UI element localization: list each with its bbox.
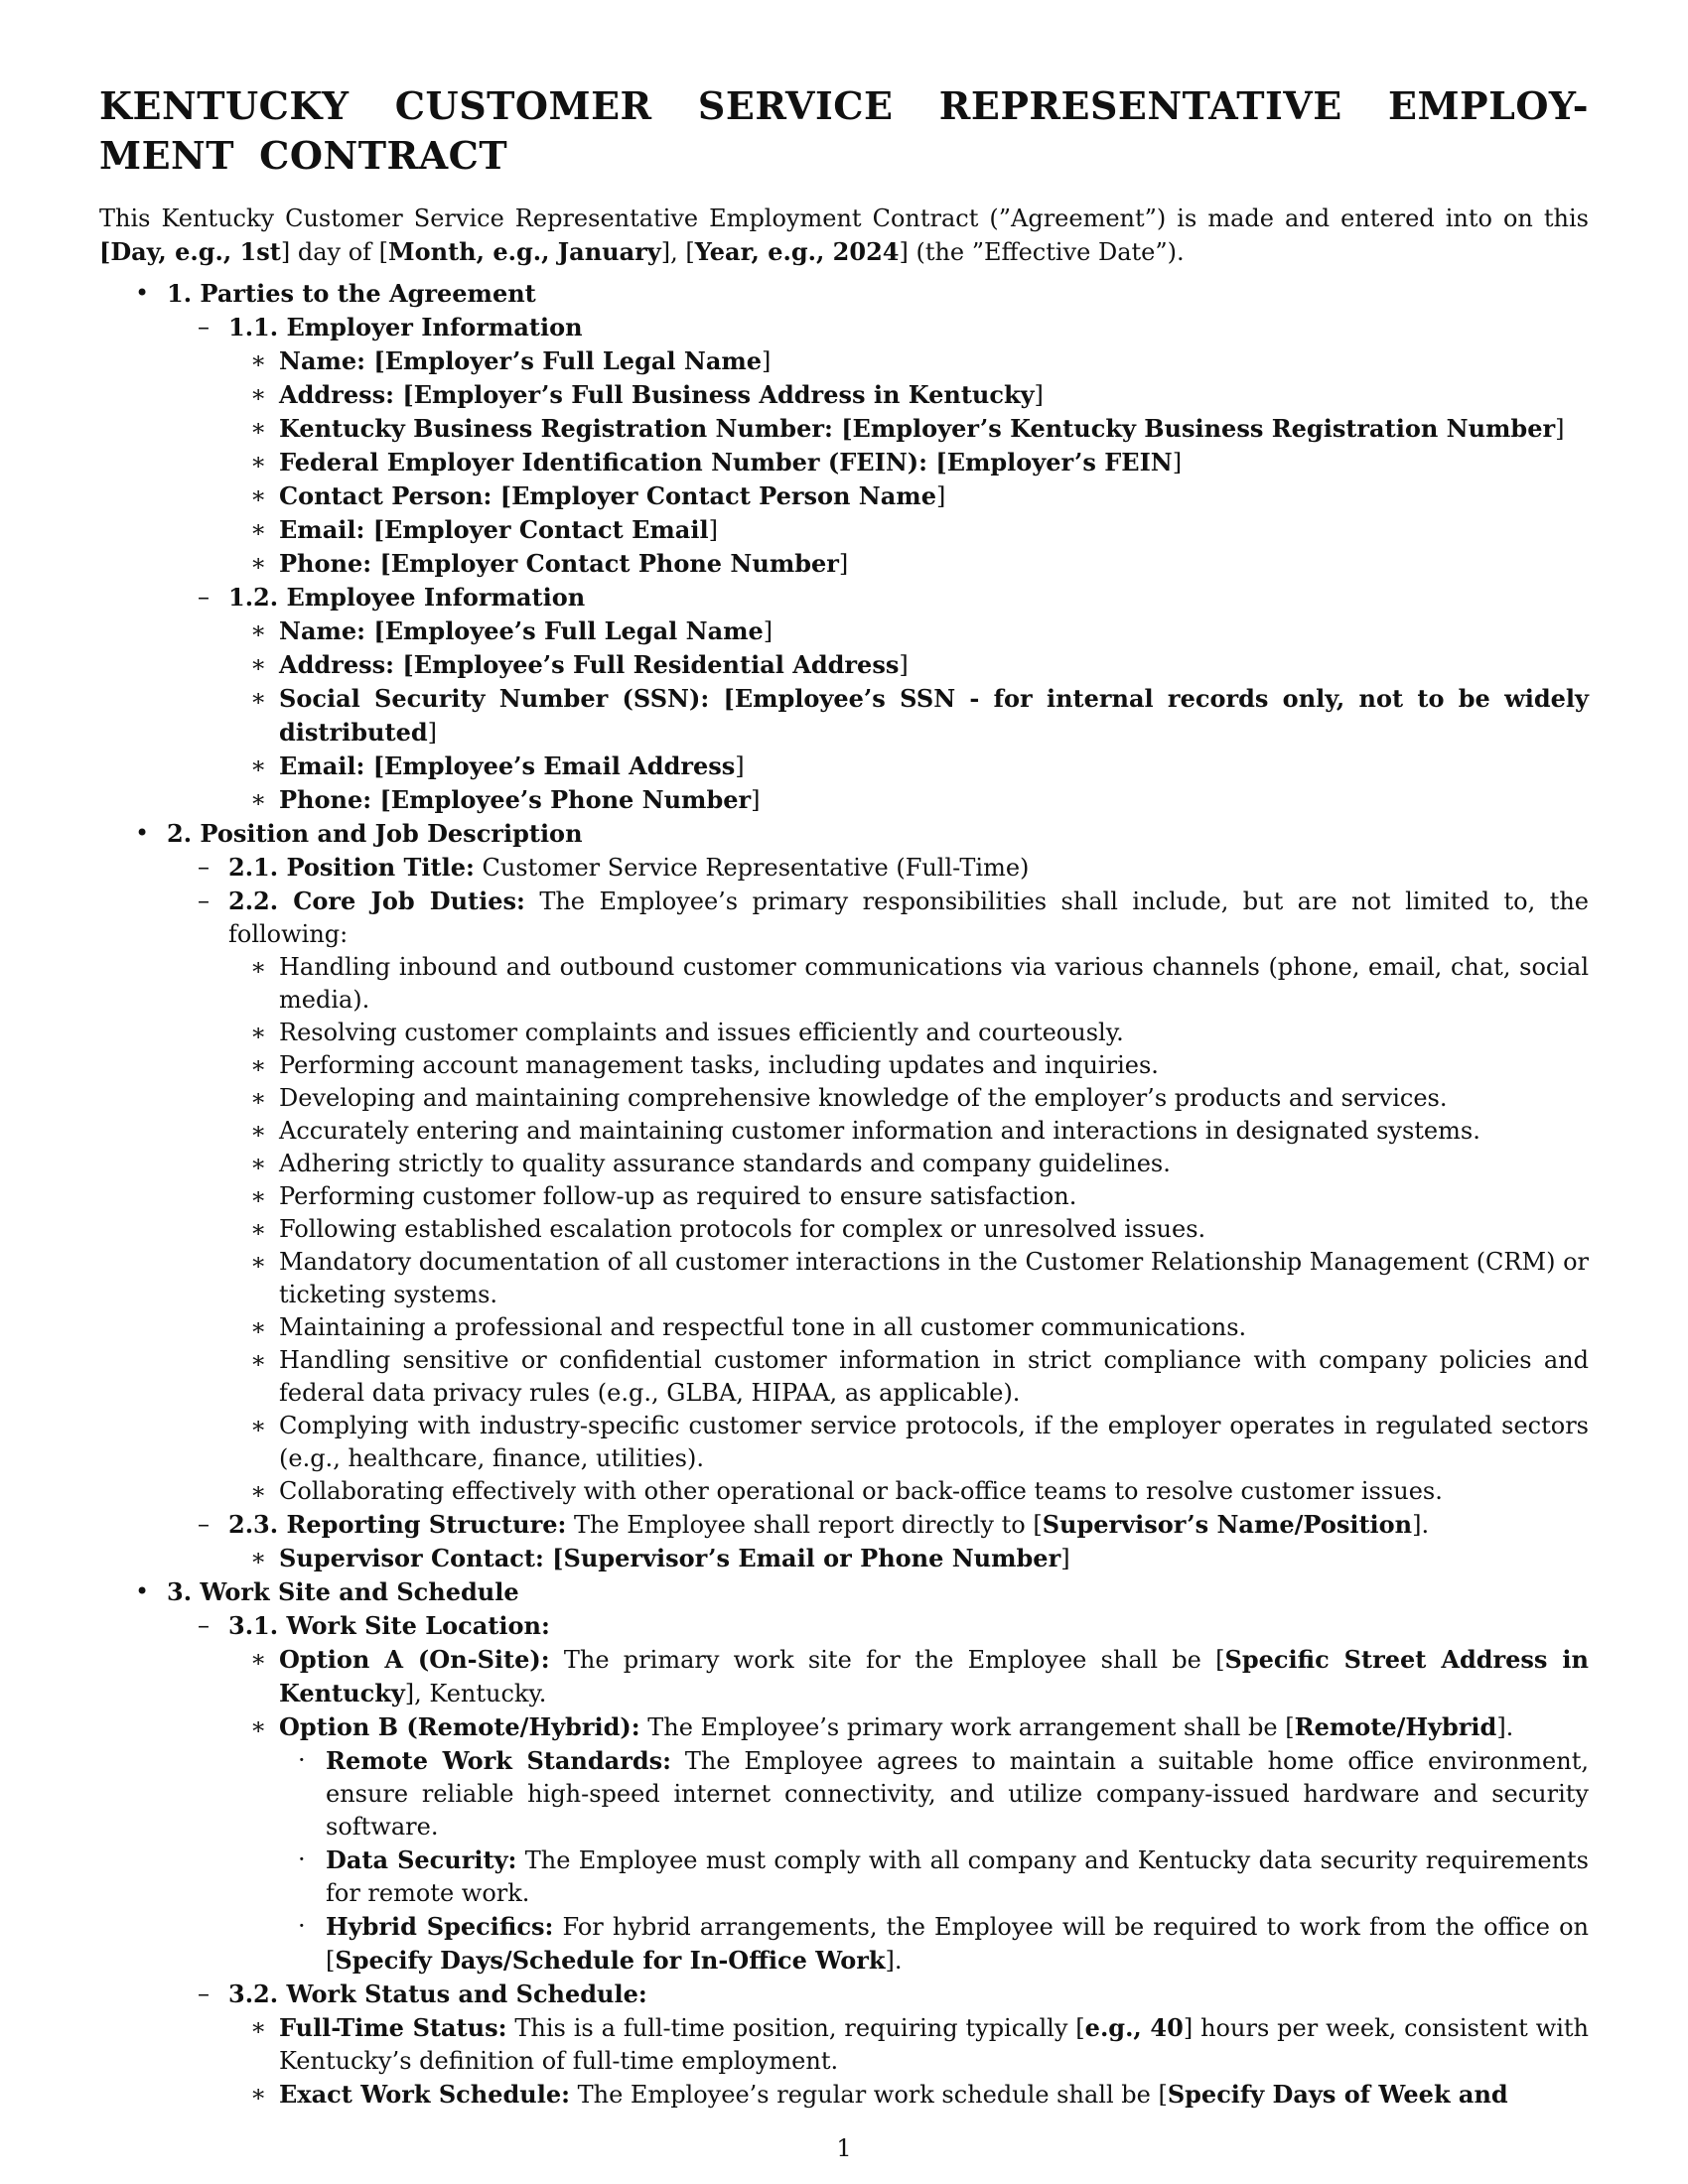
- dot-icon: ·: [298, 1845, 306, 1873]
- list-item: ∗ Handling inbound and outbound customer communications via various channels (phone, email, chat, social media).: [250, 953, 1589, 1014]
- employee-info-heading: – 1.2. Employee Information: [198, 583, 586, 612]
- asterisk-icon: ∗: [250, 1412, 267, 1439]
- list-item: ∗ Social Security Number (SSN): [Employee’s SSN - for internal records only, not to be widely distributed]: [250, 684, 1589, 747]
- supervisor-contact: ∗ Supervisor Contact: [Supervisor’s Email or Phone Number]: [250, 1544, 1070, 1572]
- section-2-heading: • 2. Position and Job Description: [135, 819, 583, 848]
- list-item: ∗ Name: [Employee’s Full Legal Name]: [250, 616, 774, 645]
- asterisk-icon: ∗: [250, 684, 267, 712]
- asterisk-icon: ∗: [250, 1645, 267, 1673]
- asterisk-icon: ∗: [250, 616, 267, 644]
- dash-icon: –: [198, 853, 210, 881]
- data-security: · Data Security: The Employee must comply with all company and Kentucky data security requirements for remote work.: [298, 1845, 1589, 1907]
- asterisk-icon: ∗: [250, 1313, 267, 1341]
- list-item: ∗ Following established escalation protocols for complex or unresolved issues.: [99, 1213, 1589, 1246]
- asterisk-icon: ∗: [250, 2080, 267, 2108]
- intro-paragraph: This Kentucky Customer Service Representative Employment Contract (”Agreement”) is made and entered into on this [Day, e.g., 1st] day of [Month, e.g., January], [Year, e.g., 2024] (the ”Effective Date”).: [99, 205, 1589, 266]
- list-item: ∗ Maintaining a professional and respectful tone in all customer communications.: [99, 1311, 1589, 1344]
- asterisk-icon: ∗: [250, 2013, 267, 2041]
- asterisk-icon: ∗: [250, 1117, 267, 1145]
- bullet-icon: •: [135, 819, 150, 847]
- list-item: ∗ Address: [Employee’s Full Residential Address]: [250, 650, 909, 679]
- bullet-icon: •: [135, 1577, 150, 1605]
- section-3-heading: • 3. Work Site and Schedule: [135, 1577, 519, 1606]
- option-b-remote-hybrid: ∗ Option B (Remote/Hybrid): The Employee’s primary work arrangement shall be [Remote/Hybrid].: [250, 1712, 1514, 1741]
- employer-info-heading: – 1.1. Employer Information: [198, 313, 583, 341]
- reporting-structure: – 2.3. Reporting Structure: The Employee shall report directly to [Supervisor’s Name/Position].: [198, 1510, 1430, 1539]
- dot-icon: ·: [298, 1912, 306, 1940]
- asterisk-icon: ∗: [250, 1712, 267, 1740]
- dash-icon: –: [198, 313, 210, 341]
- list-item: ∗ Phone: [Employer Contact Phone Number]: [250, 549, 849, 578]
- list-item: ∗ Developing and maintaining comprehensive knowledge of the employer’s products and services.: [99, 1082, 1589, 1115]
- section-1-heading: • 1. Parties to the Agreement: [135, 279, 536, 308]
- asterisk-icon: ∗: [250, 1182, 267, 1210]
- hybrid-specifics: · Hybrid Specifics: For hybrid arrangements, the Employee will be required to work from the office on [Specify Days/Schedule for In-Office Work].: [298, 1912, 1589, 1975]
- asterisk-icon: ∗: [250, 346, 267, 374]
- asterisk-icon: ∗: [250, 1477, 267, 1505]
- list-item: ∗ Collaborating effectively with other operational or back-office teams to resolve customer issues.: [99, 1475, 1589, 1508]
- asterisk-icon: ∗: [250, 515, 267, 543]
- option-a-onsite: ∗ Option A (On-Site): The primary work site for the Employee shall be [Specific Street Address in Kentucky], Kentucky.: [250, 1645, 1589, 1707]
- remote-work-standards: · Remote Work Standards: The Employee agrees to maintain a suitable home office environment, ensure reliable high-speed internet connectivity, and utilize company-issued hardware and security software.: [298, 1746, 1589, 1841]
- dot-icon: ·: [298, 1746, 306, 1774]
- list-item: ∗ Phone: [Employee’s Phone Number]: [250, 785, 761, 814]
- asterisk-icon: ∗: [250, 785, 267, 813]
- asterisk-icon: ∗: [250, 414, 267, 442]
- list-item: ∗ Complying with industry-specific customer service protocols, if the employer operates in regulated sectors (e.g., healthcare, finance, utilities).: [250, 1412, 1589, 1472]
- list-item: ∗ Accurately entering and maintaining customer information and interactions in designated systems.: [99, 1115, 1589, 1148]
- asterisk-icon: ∗: [250, 1215, 267, 1243]
- asterisk-icon: ∗: [250, 549, 267, 577]
- work-site-location-heading: – 3.1. Work Site Location:: [198, 1611, 550, 1640]
- bullet-icon: •: [135, 279, 150, 307]
- dash-icon: –: [198, 1611, 210, 1639]
- dash-icon: –: [198, 1510, 210, 1538]
- list-item: ∗ Adhering strictly to quality assurance standards and company guidelines.: [99, 1148, 1589, 1180]
- list-item: ∗ Email: [Employee’s Email Address]: [250, 751, 745, 780]
- full-time-status: ∗ Full-Time Status: This is a full-time position, requiring typically [e.g., 40] hours per week, consistent with Kentucky’s definition of full-time employment.: [250, 2013, 1589, 2075]
- exact-work-schedule: ∗ Exact Work Schedule: The Employee’s regular work schedule shall be [Specify Days of Week and: [250, 2080, 1508, 2109]
- core-job-duties: – 2.2. Core Job Duties: The Employee’s primary responsibilities shall include, but are not limited to, the following:: [198, 887, 1589, 948]
- asterisk-icon: ∗: [250, 751, 267, 779]
- dash-icon: –: [198, 583, 210, 611]
- list-item: ∗ Federal Employer Identification Number (FEIN): [Employer’s FEIN]: [250, 448, 1183, 477]
- list-item: ∗ Email: [Employer Contact Email]: [250, 515, 718, 544]
- dash-icon: –: [198, 1979, 210, 2007]
- document-title: KENTUCKY CUSTOMER SERVICE REPRESENTATIVE EMPLOY-MENT CONTRACT: [99, 83, 1589, 178]
- work-status-heading: – 3.2. Work Status and Schedule:: [198, 1979, 647, 2008]
- list-item: ∗ Contact Person: [Employer Contact Person Name]: [250, 481, 946, 510]
- asterisk-icon: ∗: [250, 1544, 267, 1571]
- asterisk-icon: ∗: [250, 1150, 267, 1177]
- list-item: ∗ Performing customer follow-up as required to ensure satisfaction.: [99, 1180, 1589, 1213]
- page-number: 1: [836, 2134, 852, 2162]
- list-item: ∗ Resolving customer complaints and issues efficiently and courteously.: [99, 1017, 1589, 1049]
- asterisk-icon: ∗: [250, 650, 267, 678]
- asterisk-icon: ∗: [250, 1346, 267, 1374]
- list-item: ∗ Handling sensitive or confidential customer information in strict compliance with company policies and federal data privacy rules (e.g., GLBA, HIPAA, as applicable).: [250, 1346, 1589, 1407]
- list-item: ∗ Mandatory documentation of all customer interactions in the Customer Relationship Management (CRM) or ticketing systems.: [250, 1248, 1589, 1308]
- position-title: – 2.1. Position Title: Customer Service Representative (Full-Time): [198, 853, 1030, 882]
- asterisk-icon: ∗: [250, 1084, 267, 1112]
- list-item: ∗ Kentucky Business Registration Number: [Employer’s Kentucky Business Registration Number]: [250, 414, 1565, 443]
- list-item: ∗ Performing account management tasks, including updates and inquiries.: [99, 1049, 1589, 1082]
- asterisk-icon: ∗: [250, 1248, 267, 1276]
- asterisk-icon: ∗: [250, 953, 267, 981]
- asterisk-icon: ∗: [250, 1051, 267, 1079]
- asterisk-icon: ∗: [250, 1019, 267, 1046]
- list-item: ∗ Address: [Employer’s Full Business Address in Kentucky]: [250, 380, 1044, 409]
- asterisk-icon: ∗: [250, 481, 267, 509]
- dash-icon: –: [198, 887, 210, 914]
- asterisk-icon: ∗: [250, 380, 267, 408]
- list-item: ∗ Name: [Employer’s Full Legal Name]: [250, 346, 772, 375]
- document-page: [99, 81, 1589, 2112]
- asterisk-icon: ∗: [250, 448, 267, 476]
